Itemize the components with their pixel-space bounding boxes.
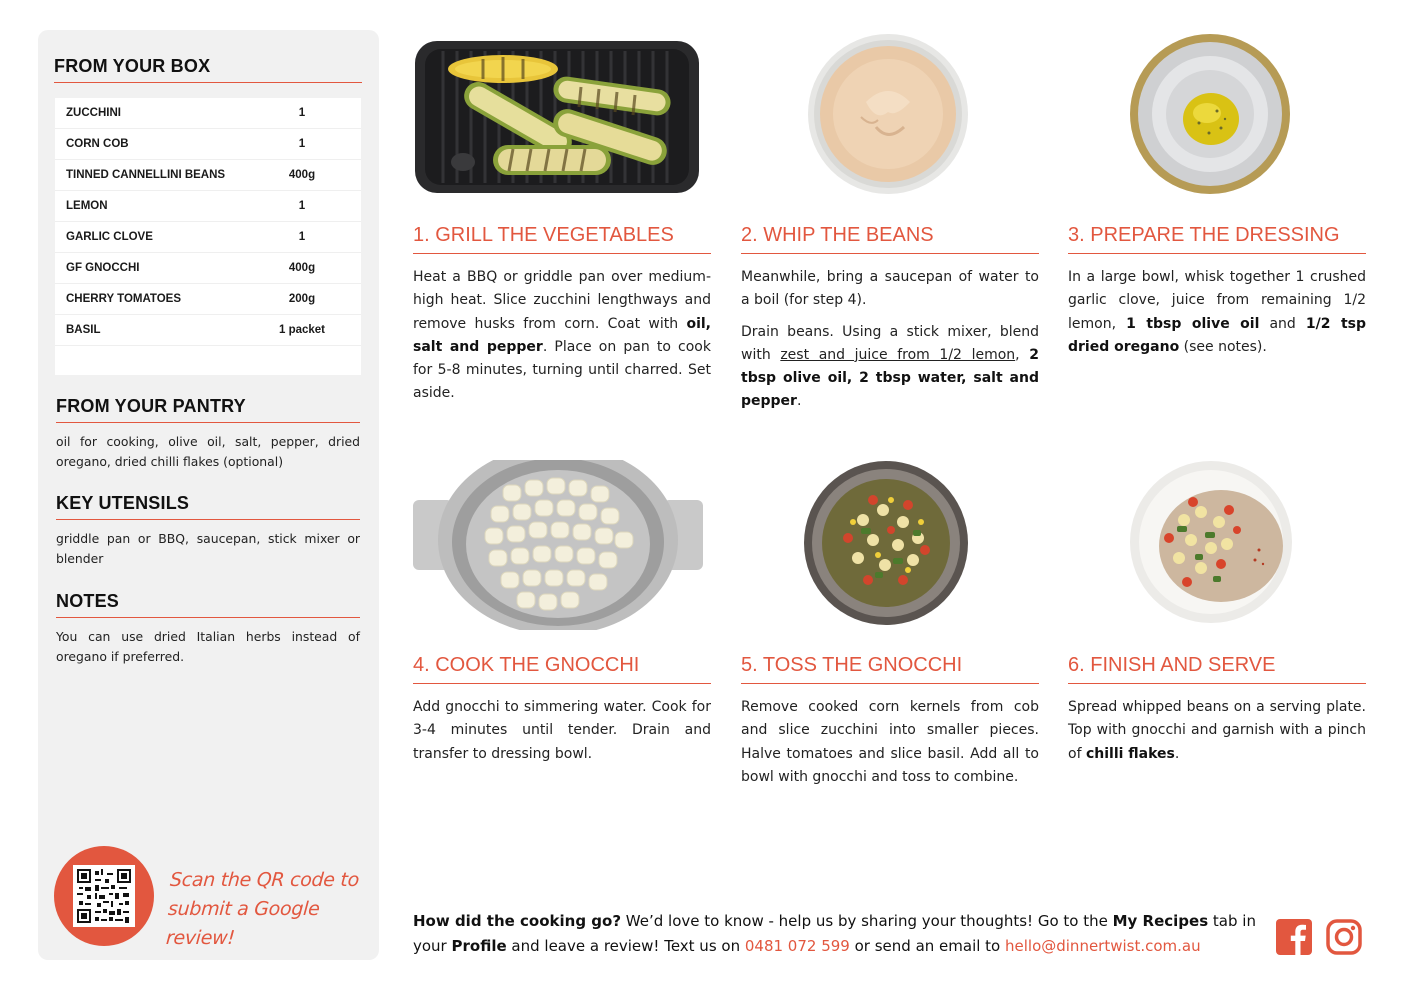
email-link[interactable]: hello@dinnertwist.com.au <box>1005 937 1201 955</box>
qr-code-icon[interactable] <box>73 865 135 927</box>
ingredients-table <box>55 98 361 375</box>
step-2-text-2 <box>741 321 1039 414</box>
ingredient-row <box>55 98 361 129</box>
instagram-icon[interactable] <box>1326 919 1362 955</box>
ingredient-name: LEMON <box>66 200 108 212</box>
ingredient-name: GARLIC CLOVE <box>66 231 153 243</box>
footer-text-part: We’d love to know - help us by sharing your thoughts! Go to the <box>621 912 1113 930</box>
grilled-vegetables-image <box>413 37 703 197</box>
ingredient-row <box>55 315 361 346</box>
step-2-underline: zest and juice from 1/2 lemon <box>780 346 1016 363</box>
footer-text-part: tab in your <box>413 912 1256 955</box>
step-4-body <box>413 696 711 766</box>
step-3-text <box>1068 266 1366 359</box>
ingredient-qty: 1 packet <box>278 324 326 336</box>
ingredient-qty: 400g <box>288 169 316 181</box>
ingredient-row <box>55 160 361 191</box>
step-3-bold: 1 tbsp olive oil <box>1126 315 1260 332</box>
step-2-text-part: . <box>796 393 802 410</box>
ingredient-qty: 200g <box>288 293 316 305</box>
from-your-box-title: FROM YOUR BOX <box>54 56 362 83</box>
step-3-title: 3. PREPARE THE DRESSING <box>1068 224 1366 254</box>
whipped-beans-image <box>806 32 970 196</box>
sidebar <box>38 30 379 960</box>
ingredient-qty: 400g <box>288 262 316 274</box>
step-6-title: 6. FINISH AND SERVE <box>1068 654 1366 684</box>
qr-caption <box>165 866 371 953</box>
pantry-section <box>56 396 360 472</box>
qr-caption-line2: submit a Google review! <box>165 898 321 949</box>
step-6-body <box>1068 696 1366 766</box>
ingredient-qty: 1 <box>298 231 306 243</box>
step-5-body <box>741 696 1039 789</box>
step-6-bold: chilli flakes <box>1085 745 1175 762</box>
profile-label: Profile <box>451 937 507 955</box>
tossed-gnocchi-image <box>803 460 969 626</box>
ingredient-name: GF GNOCCHI <box>66 262 140 274</box>
step-5-text: Remove cooked corn kernels from cob and slice zucchini into smaller pieces. Halve tomatoes and slice basil. Add all to bowl with gnocchi and toss to combine. <box>741 699 1039 785</box>
step-5-title: 5. TOSS THE GNOCCHI <box>741 654 1039 684</box>
finished-plate-image <box>1129 460 1293 624</box>
phone-number-link[interactable]: 0481 072 599 <box>744 937 850 955</box>
step-1-body <box>413 266 711 406</box>
step-2-bold: 2 tbsp olive oil, 2 tbsp water, salt and pepper <box>741 346 1039 410</box>
step-3-text-part: (see notes). <box>1179 338 1267 355</box>
step-3-text-part: In a large bowl, whisk together 1 crushed garlic clove, juice from remaining 1/2 lemon, <box>1068 269 1366 332</box>
step-2-title: 2. WHIP THE BEANS <box>741 224 1039 254</box>
ingredient-name: CORN COB <box>66 138 129 150</box>
step-1-bold: oil, salt and pepper <box>413 315 711 355</box>
step-2-text-part: Drain beans. Using a stick mixer, blend with <box>741 323 1039 363</box>
ingredient-row <box>55 129 361 160</box>
ingredient-row <box>55 222 361 253</box>
pantry-text: oil for cooking, olive oil, salt, pepper, dried oregano, dried chilli flakes (optional) <box>56 434 360 469</box>
dressing-bowl-image <box>1129 33 1291 195</box>
ingredient-qty: 1 <box>298 200 306 212</box>
ingredient-qty: 1 <box>298 138 306 150</box>
step-3-bold: 1/2 tsp dried oregano <box>1068 315 1366 355</box>
step-2-body <box>741 266 1039 414</box>
ingredient-row <box>55 253 361 284</box>
qr-badge[interactable] <box>54 846 154 946</box>
step-1-text-part: Heat a BBQ or griddle pan over medium-high heat. Slice zucchini lengthways and remove husks from corn. Coat with <box>413 269 711 332</box>
facebook-icon[interactable] <box>1276 919 1312 955</box>
step-4-text: Add gnocchi to simmering water. Cook for 3-4 minutes until tender. Drain and transfer to dressing bowl. <box>413 699 711 762</box>
feedback-footer <box>413 909 1263 959</box>
from-your-pantry-title: FROM YOUR PANTRY <box>56 396 360 423</box>
step-3-body <box>1068 266 1366 359</box>
ingredient-name: TINNED CANNELLINI BEANS <box>66 169 226 181</box>
key-utensils-title: KEY UTENSILS <box>56 493 360 520</box>
my-recipes-label: My Recipes <box>1112 912 1209 930</box>
gnocchi-colander-image <box>413 460 703 630</box>
utensils-text: griddle pan or BBQ, saucepan, stick mixer or blender <box>56 531 360 566</box>
ingredient-name: ZUCCHINI <box>66 107 121 119</box>
step-2-text-part: , <box>1015 346 1030 363</box>
footer-text-part: or send an email to <box>849 937 1005 955</box>
notes-text: You can use dried Italian herbs instead of oregano if preferred. <box>56 629 360 664</box>
notes-title: NOTES <box>56 591 360 618</box>
ingredient-name: CHERRY TOMATOES <box>66 293 182 305</box>
notes-section <box>56 591 360 667</box>
step-4-title: 4. COOK THE GNOCCHI <box>413 654 711 684</box>
ingredient-name: BASIL <box>66 324 101 336</box>
ingredient-qty: 1 <box>298 107 306 119</box>
footer-text-part: and leave a review! Text us on <box>506 937 745 955</box>
step-1-text-part: . Place on pan to cook for 5-8 minutes, turning until charred. Set aside. <box>413 338 711 402</box>
step-1-text <box>413 266 711 406</box>
step-3-text-part: and <box>1259 315 1306 332</box>
feedback-question: How did the cooking go? <box>413 912 622 930</box>
step-6-text-part: . <box>1174 745 1180 762</box>
qr-caption-line1: Scan the QR code to <box>169 869 360 891</box>
ingredient-row <box>55 284 361 315</box>
step-1-title: 1. GRILL THE VEGETABLES <box>413 224 711 254</box>
ingredient-row <box>55 191 361 222</box>
step-2-text-1: Meanwhile, bring a saucepan of water to a boil (for step 4). <box>741 269 1039 309</box>
step-6-text <box>1068 696 1366 766</box>
step-6-text-part: Spread whipped beans on a serving plate. Top with gnocchi and garnish with a pinch of <box>1068 699 1366 762</box>
utensils-section <box>56 493 360 569</box>
